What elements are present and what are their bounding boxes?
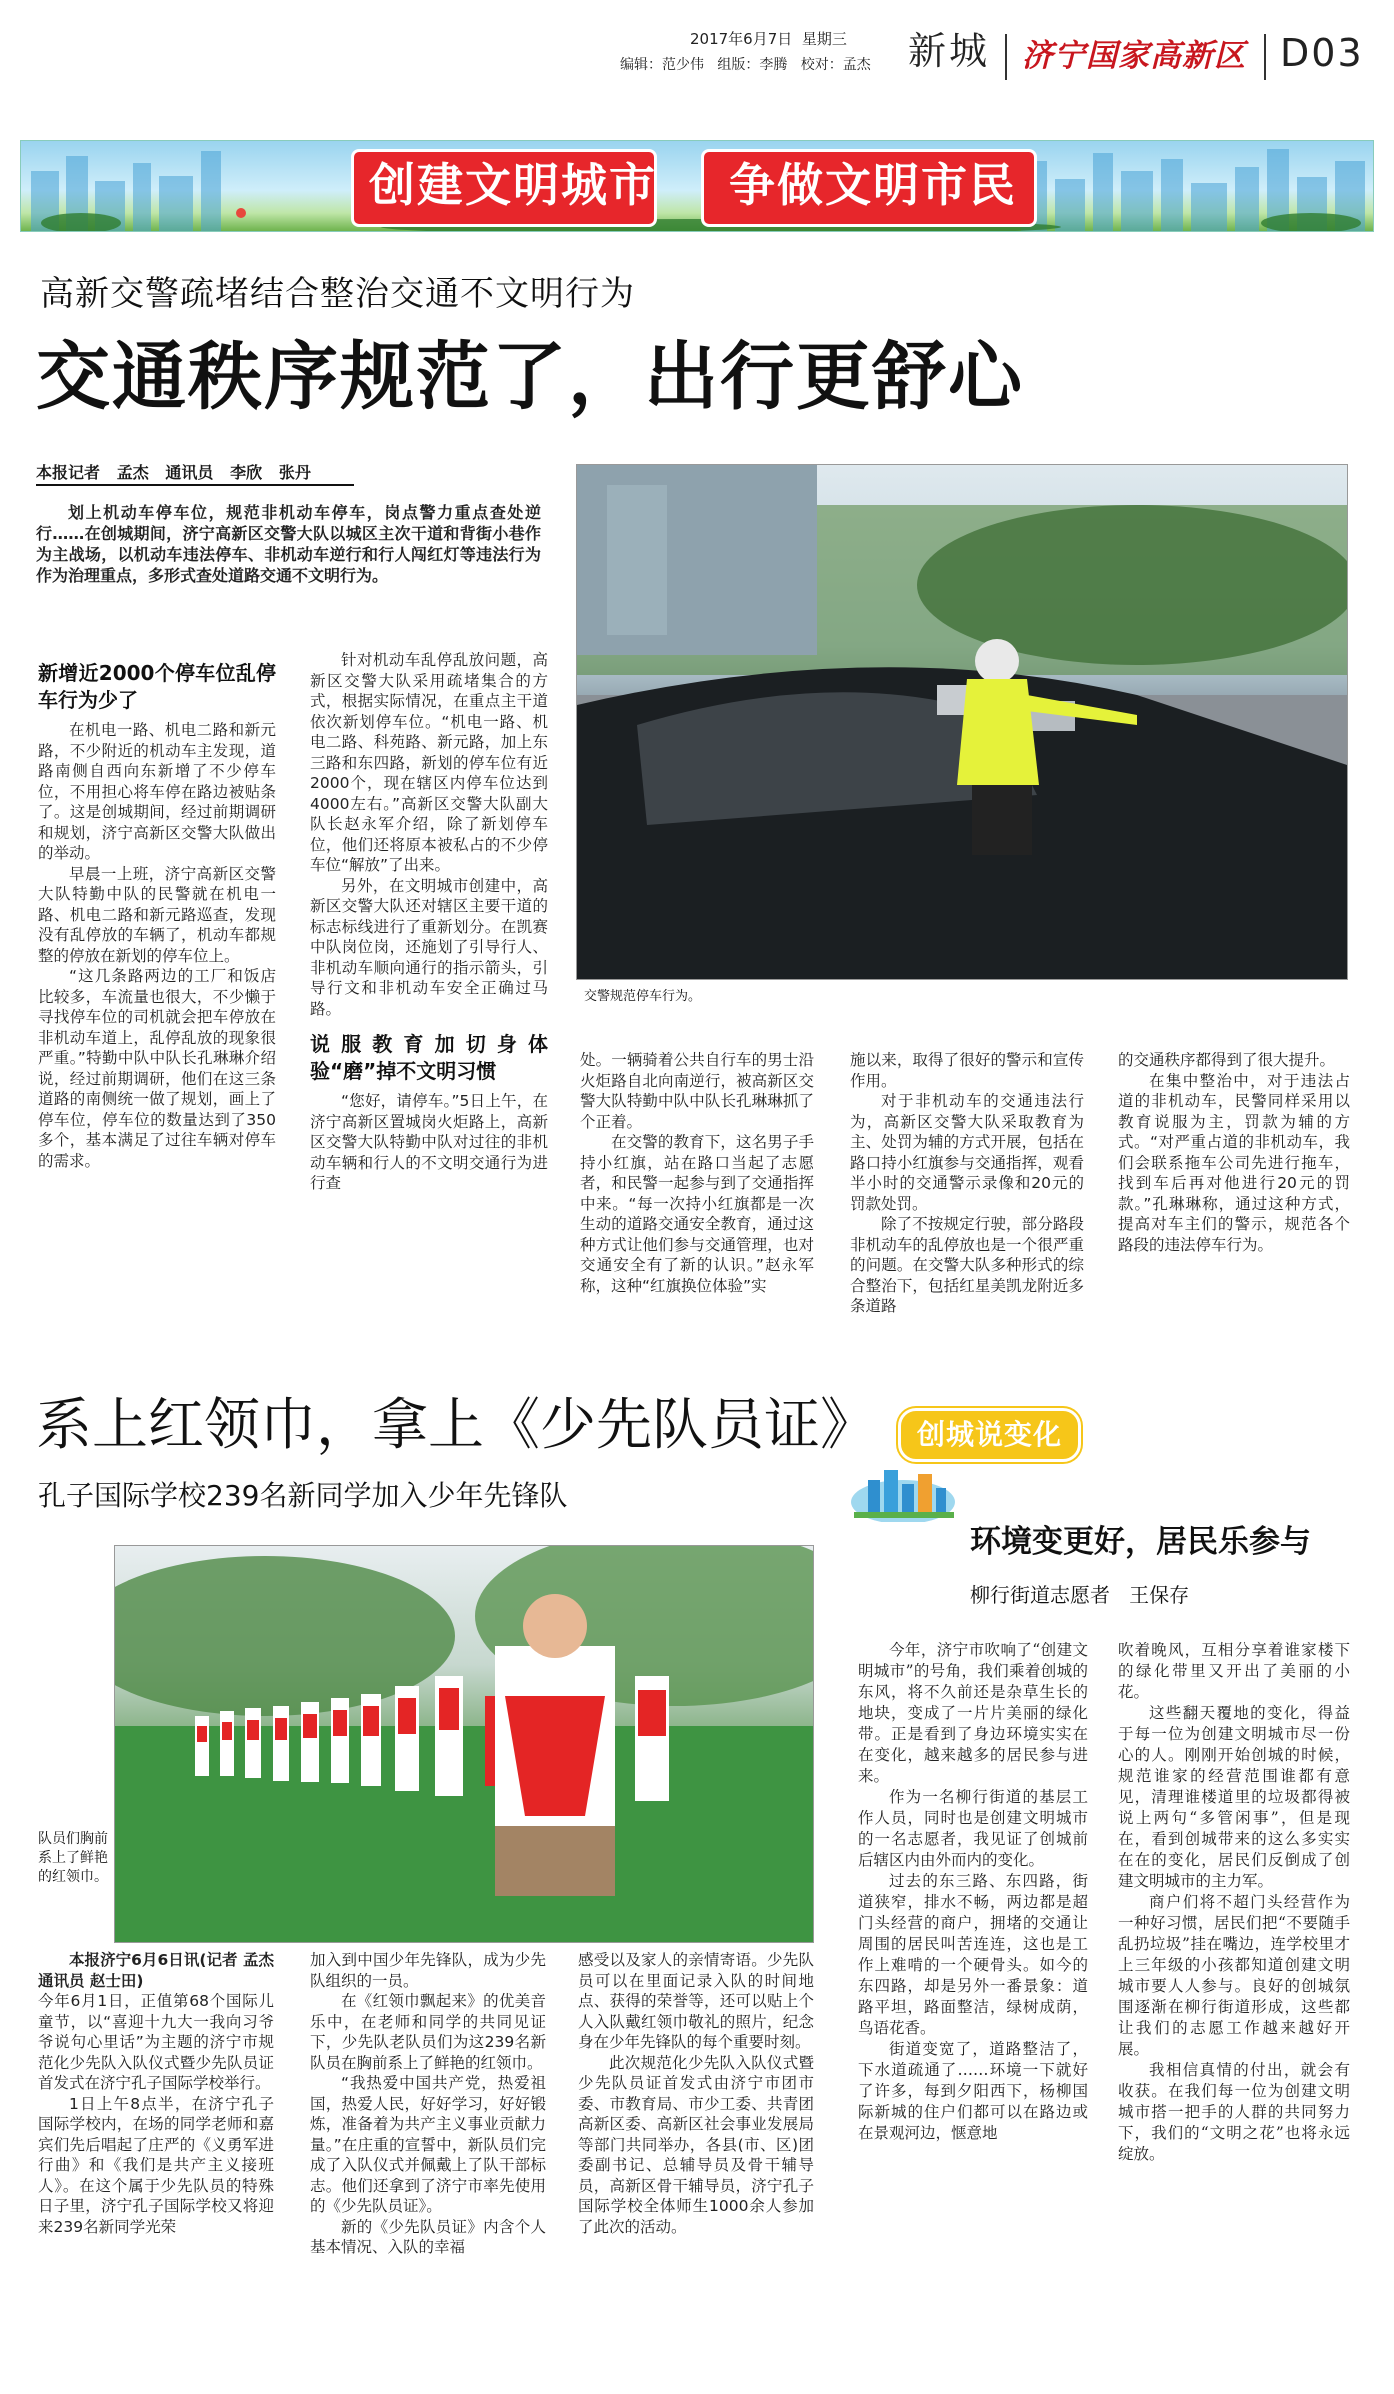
column-tag: 创城说变化: [898, 1408, 1081, 1462]
paragraph: 吹着晚风，互相分享着谁家楼下的绿化带里又开出了美丽的小花。: [1118, 1641, 1350, 1701]
section-name: 新城: [908, 29, 991, 73]
article2-col3: [578, 1950, 814, 2237]
paragraph: 感受以及家人的亲情寄语。少先队员可以在里面记录入队的时间地点、获得的荣誉等，还可以贴上个人入队戴红领巾敬礼的照片，纪念身在少年先锋队的每个重要时刻。: [578, 1951, 814, 2051]
issue-weekday: 星期三: [801, 30, 847, 48]
paragraph: 在集中整治中，对于违法占道的非机动车，民警同样采用以教育说服为主，罚款为辅的方式。“对严重占道的非机动车，我们会联系拖车公司先进行拖车，找到车后再对他进行20元的罚款。”孔琳琳称，通过这种方式，提高对车主们的警示，规范各个路段的违法停车行为。: [1118, 1071, 1350, 1254]
paragraph: “我热爱中国共产党，热爱祖国，热爱人民，好好学习，好好锻炼，准备着为共产主义事业贡献力量。”在庄重的宣誓中，新队员们完成了入队仪式并佩戴上了队干部标志。他们还拿到了济宁市率先使用的《少先队员证》。: [310, 2074, 546, 2215]
divider: [1264, 34, 1266, 80]
banner-slogan-1: 创建文明城市: [369, 158, 657, 212]
article2-col2: [310, 1950, 546, 2258]
city-skyline-illustration: [21, 141, 1373, 231]
paragraph: 在《红领巾飘起来》的优美音乐中，在老师和同学的共同见证下，少先队老队员们为这239名新队员在胸前系上了鲜艳的红领巾。: [310, 1992, 546, 2072]
paragraph: 除了不按规定行驶，部分路段非机动车的乱停放也是一个很严重的问题。在交警大队多种形式的综合整治下，包括红星美凯龙附近多条道路: [850, 1215, 1084, 1315]
city-change-badge: [848, 1402, 1098, 1522]
students-illustration: [115, 1546, 813, 1942]
paragraph: 此次规范化少先队入队仪式暨少先队员证首发式由济宁市团市委、市教育局、市少工委、共青团高新区委、高新区社会事业发展局等部门共同举办，各县(市、区)团委副书记、总辅导员及骨干辅导员，高新区骨干辅导员，济宁孔子国际学校全体师生1000余人参加了此次的活动。: [578, 2053, 814, 2236]
article1-lead: [36, 502, 541, 586]
subheading: 新增近2000个停车位乱停车行为少了: [38, 661, 276, 712]
article3-col1: [858, 1640, 1088, 2144]
article2-title: 系上红领巾，拿上《少先队员证》: [36, 1393, 876, 1458]
article2-subtitle: 孔子国际学校239名新同学加入少年先锋队: [38, 1479, 568, 1512]
paragraph: 对于非机动车的交通违法行为，高新区交警大队采取教育为主、处罚为辅的方式开展，包括在路口持小红旗参与交通指挥，观看半小时的交通警示录像和20元的罚款处罚。: [850, 1092, 1084, 1213]
paragraph: 加入到中国少年先锋队，成为少先队组织的一员。: [310, 1951, 546, 1990]
photo-caption: 交警规范停车行为。: [584, 989, 702, 1004]
article1-col5: [1118, 1050, 1350, 1255]
article1-kicker: 高新交警疏堵结合整治交通不文明行为: [40, 274, 635, 314]
paragraph: “这几条路两边的工厂和饭店比较多，车流量也很大，不少懒于寻找停车位的司机就会把车停放在非机动车道上，乱停乱放的现象很严重。”特勤中队中队长孔琳琳介绍说，经过前期调研，他们在这三条道路的南侧统一做了规划，画上了停车位，停车位的数量达到了350多个，基本满足了过往车辆对停车的需求。: [38, 967, 276, 1170]
young-pioneers-photo: [114, 1545, 814, 1943]
page-number: D03: [1280, 31, 1364, 75]
lead-paragraph: 划上机动车停车位，规范非机动车停车，岗点警力重点查处逆行……在创城期间，济宁高新区交警大队以城区主次干道和背街小巷作为主战场，以机动车违法停车、非机动车逆行和行人闯红灯等违法行为作为治理重点，多形式查处道路交通不文明行为。: [36, 503, 541, 585]
article3-col2: [1118, 1640, 1350, 2165]
paragraph: 这些翻天覆地的变化，得益于每一位为创建文明城市尽一份心的人。刚刚开始创城的时候，规范谁家的经营范围谁都有意见，清理谁楼道里的垃圾都得被说上两句“多管闲事”，但是现在，看到创城带来的这么多实实在在的变化，居民们反倒成了创建文明城市的主力军。: [1118, 1704, 1350, 1890]
brand-logo: 济宁国家高新区: [1022, 38, 1246, 74]
article3-byline: 柳行街道志愿者 王保存: [970, 1583, 1190, 1607]
issue-date: 2017年6月7日: [690, 30, 793, 48]
city-icon: [848, 1462, 958, 1522]
article1-byline: 本报记者 孟杰 通讯员 李欣 张丹: [36, 462, 354, 486]
paragraph: 另外，在文明城市创建中，高新区交警大队还对辖区主要干道的标志标线进行了重新划分。在凯赛中队岗位岗，还施划了引导行人、非机动车顺向通行的指示箭头，引导行文和非机动车安全正确过马路。: [310, 876, 548, 1018]
paragraph: 街道变宽了，道路整洁了，下水道疏通了……环境一下就好了许多，每到夕阳西下，杨柳国际新城的住户们都可以在路边或在景观河边，惬意地: [858, 2040, 1088, 2142]
paragraph: 早晨一上班，济宁高新区交警大队特勤中队的民警就在机电一路、机电二路和新元路巡查，发现没有乱停放的车辆了，机动车都规整的停放在新划的停车位上。: [38, 864, 276, 965]
article1-col3: [580, 1050, 814, 1296]
article1-col4: [850, 1050, 1084, 1317]
banner-slogan-2: 争做文明市民: [729, 158, 1017, 212]
article1-col2: [310, 650, 548, 1194]
subheading: 说服教育加切身体验“磨”掉不文明习惯: [310, 1032, 548, 1083]
paragraph: 处。一辆骑着公共自行车的男士沿火炬路自北向南逆行，被高新区交警大队特勤中队中队长孔琳琳抓了个正着。: [580, 1051, 814, 1131]
dateline: 本报济宁6月6日讯(记者 孟杰 通讯员 赵士田): [38, 1951, 274, 1990]
paragraph: 1日上午8点半，在济宁孔子国际学校内，在场的同学老师和嘉宾们先后唱起了庄严的《义勇军进行曲》和《我们是共产主义接班人》。在这个属于少先队员的特殊日子里，济宁孔子国际学校又将迎来239名新同学光荣: [38, 2094, 274, 2236]
editor-line: 编辑：范少伟 组版：李腾 校对：孟杰: [620, 57, 871, 73]
paragraph: 我相信真情的付出，就会有收获。在我们每一位为创建文明城市搭一把手的人群的共同努力下，我们的“文明之花”也将永远绽放。: [1118, 2061, 1350, 2163]
paragraph: 商户们将不超门头经营作为一种好习惯，居民们把“不要随手乱扔垃圾”挂在嘴边，连学校里才上三年级的小孩都知道创建文明城市要人人参与。良好的创城氛围逐渐在柳行街道形成，这些都让我们的志愿工作越来越好开展。: [1118, 1893, 1350, 2058]
photo-caption: 队员们胸前系上了鲜艳的红领巾。: [38, 1831, 108, 1885]
paragraph: 作为一名柳行街道的基层工作人员，同时也是创建文明城市的一名志愿者，我见证了创城前后辖区内由外而内的变化。: [858, 1788, 1088, 1869]
date-line: [690, 30, 847, 49]
paragraph: 在机电一路、机电二路和新元路，不少附近的机动车主发现，道路南侧自西向东新增了不少停车位，不用担心将车停在路边被贴条了。这是创城期间，经过前期调研和规划，济宁高新区交警大队做出的举动。: [38, 721, 276, 862]
paragraph: 在交警的教育下，这名男子手持小红旗，站在路口当起了志愿者，和民警一起参与到了交通指挥中来。“每一次持小红旗都是一次生动的道路交通安全教育，通过这种方式让他们参与交通管理，也对交通安全有了新的认识。”赵永军称，这种“红旗换位体验”实: [580, 1133, 814, 1295]
divider: [1005, 34, 1007, 80]
paragraph: 针对机动车乱停乱放问题，高新区交警大队采用疏堵集合的方式，根据实际情况，在重点主干道依次新划停车位。“机电一路、机电二路、科苑路、新元路，加上东三路和东四路，新划的停车位有近2000个，现在辖区内停车位达到4000左右。”高新区交警大队副大队长赵永军介绍，除了新划停车位，他们还将原本被私占的不少停车位“解放”了出来。: [310, 651, 548, 874]
paragraph: “您好，请停车。”5日上午，在济宁高新区置城岗火炬路上，高新区交警大队特勤中队对过往的非机动车辆和行人的不文明交通行为进行查: [310, 1092, 548, 1192]
traffic-police-illustration: [577, 465, 1347, 979]
banner: [20, 140, 1374, 232]
article1-col1: [38, 660, 276, 1171]
article3-title: 环境变更好，居民乐参与: [970, 1524, 1311, 1560]
article1-title: 交通秩序规范了，出行更舒心: [36, 334, 1024, 420]
paragraph: 今年，济宁市吹响了“创建文明城市”的号角，我们乘着创城的东风，将不久前还是杂草生长的地块，变成了一片片美丽的绿化带。正是看到了身边环境实实在在变化，越来越多的居民参与进来。: [858, 1641, 1088, 1785]
paragraph: 新的《少先队员证》内含个人基本情况、入队的幸福: [310, 2217, 546, 2256]
paragraph: 今年6月1日，正值第68个国际儿童节，以“喜迎十九大一我向习爷爷说句心里话”为主题的济宁市规范化少先队入队仪式暨少先队员证首发式在济宁孔子国际学校举行。: [38, 1992, 274, 2092]
paragraph: 施以来，取得了很好的警示和宣传作用。: [850, 1051, 1084, 1090]
paragraph: 的交通秩序都得到了很大提升。: [1118, 1051, 1336, 1069]
article2-col1: [38, 1950, 274, 2237]
paragraph: 过去的东三路、东四路，街道狭窄，排水不畅，两边都是超门头经营的商户，拥堵的交通让周围的居民叫苦连连，这也是工作上难啃的一个硬骨头。如今的东四路，却是另外一番景象：道路平坦，路面整洁，绿树成荫，鸟语花香。: [858, 1872, 1088, 2037]
masthead: [0, 0, 1394, 90]
traffic-police-photo: [576, 464, 1348, 980]
